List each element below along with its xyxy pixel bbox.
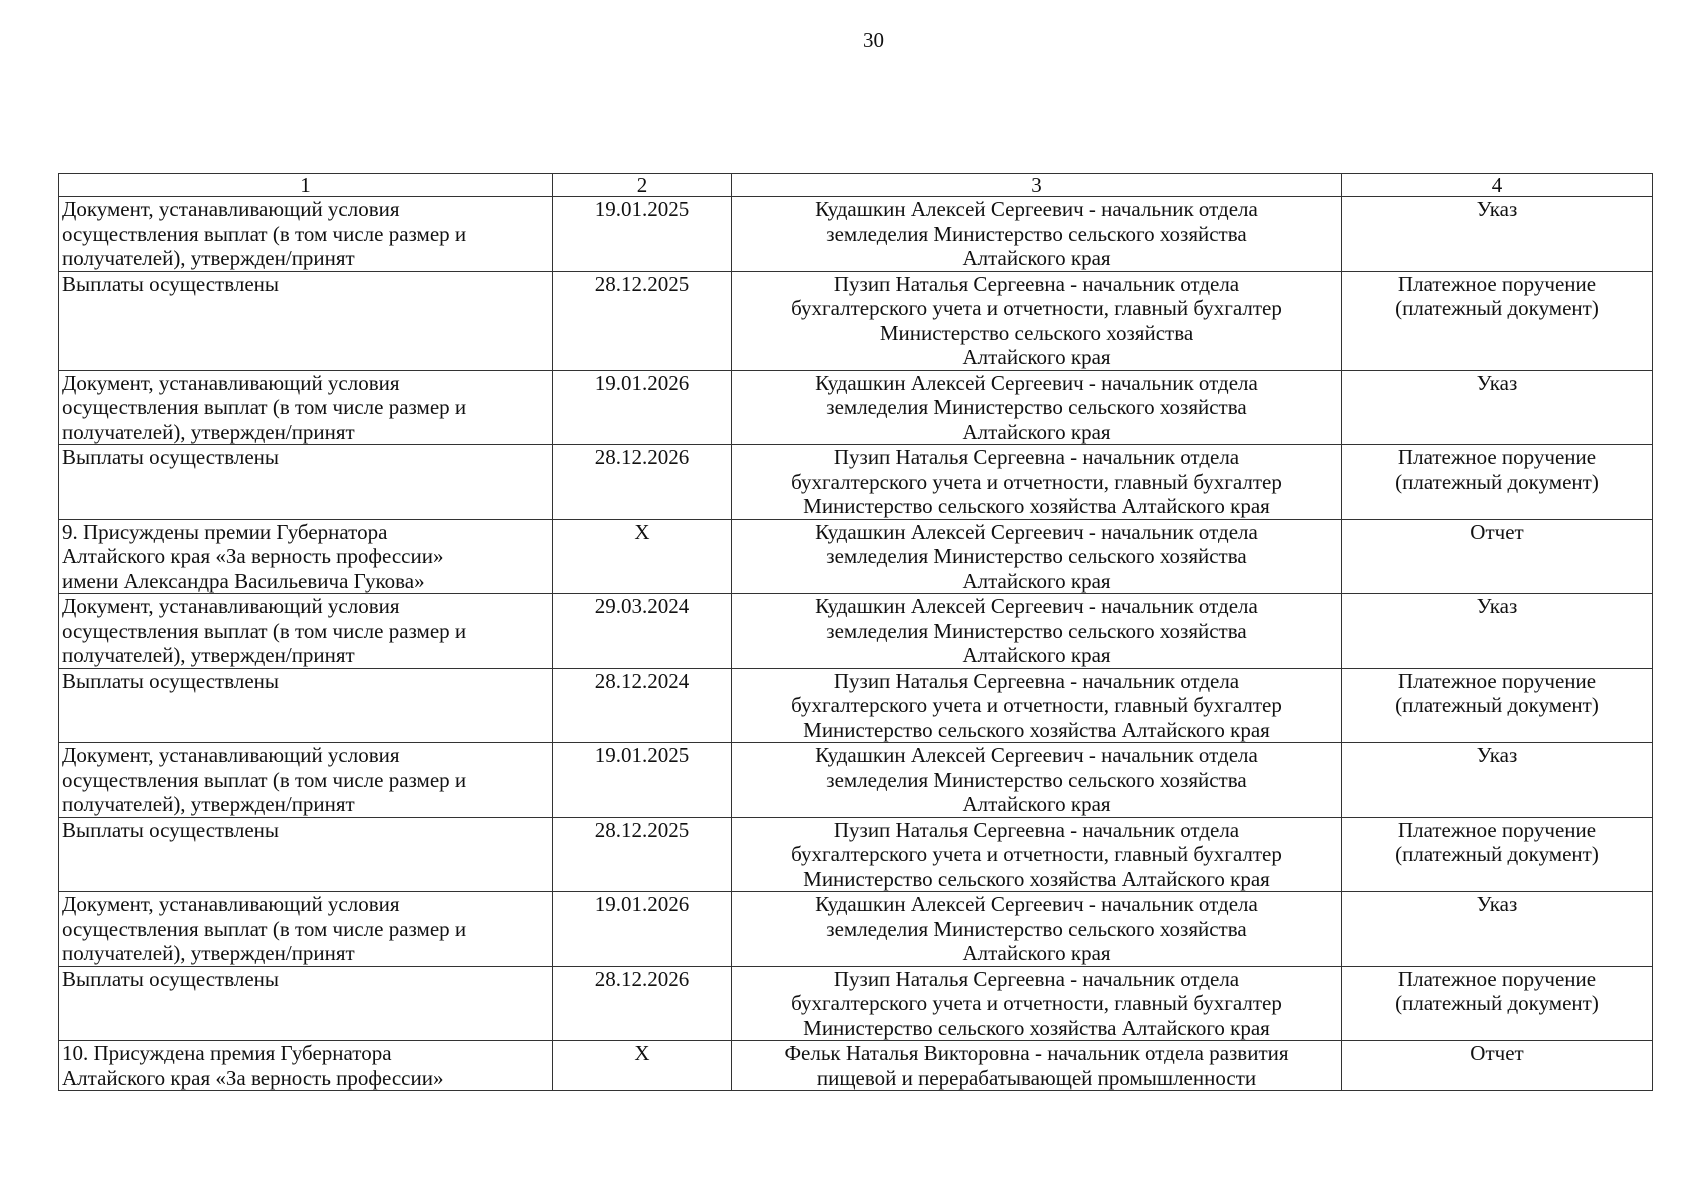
table-row — [59, 370, 1653, 445]
table-row — [59, 743, 1653, 818]
cell-document: Платежное поручение (платежный документ) — [1342, 817, 1653, 892]
cell-event: 9. Присуждены премии Губернатора Алтайского края «За верность профессии» имени Александра Васильевича Гукова» — [59, 519, 553, 594]
cell-responsible: Пузип Наталья Сергеевна - начальник отдела бухгалтерского учета и отчетности, главный бухгалтер Министерство сельского хозяйства Алтайского края — [732, 966, 1342, 1041]
column-header-2: 2 — [553, 174, 732, 197]
table-row — [59, 519, 1653, 594]
cell-document: Указ — [1342, 370, 1653, 445]
cell-responsible: Кудашкин Алексей Сергеевич - начальник отдела земледелия Министерство сельского хозяйства Алтайского края — [732, 892, 1342, 967]
cell-document: Отчет — [1342, 1041, 1653, 1091]
cell-document: Указ — [1342, 594, 1653, 669]
cell-date: 29.03.2024 — [553, 594, 732, 669]
table-row — [59, 892, 1653, 967]
cell-event: Документ, устанавливающий условия осуществления выплат (в том числе размер и получателей), утвержден/принят — [59, 743, 553, 818]
column-header-3: 3 — [732, 174, 1342, 197]
cell-date: 28.12.2024 — [553, 668, 732, 743]
table-row — [59, 966, 1653, 1041]
table-row — [59, 817, 1653, 892]
cell-document: Платежное поручение (платежный документ) — [1342, 668, 1653, 743]
table-row — [59, 1041, 1653, 1091]
cell-responsible: Кудашкин Алексей Сергеевич - начальник отдела земледелия Министерство сельского хозяйства Алтайского края — [732, 519, 1342, 594]
table-header-row — [59, 174, 1653, 197]
cell-document: Платежное поручение (платежный документ) — [1342, 445, 1653, 520]
cell-document: Указ — [1342, 892, 1653, 967]
cell-event: Выплаты осуществлены — [59, 271, 553, 370]
cell-event: Документ, устанавливающий условия осуществления выплат (в том числе размер и получателей), утвержден/принят — [59, 594, 553, 669]
cell-date: 19.01.2026 — [553, 892, 732, 967]
cell-document: Платежное поручение (платежный документ) — [1342, 966, 1653, 1041]
cell-responsible: Пузип Наталья Сергеевна - начальник отдела бухгалтерского учета и отчетности, главный бухгалтер Министерство сельского хозяйства Алтайского края — [732, 445, 1342, 520]
column-header-4: 4 — [1342, 174, 1653, 197]
cell-date: 19.01.2025 — [553, 743, 732, 818]
cell-event: Выплаты осуществлены — [59, 668, 553, 743]
cell-date: 28.12.2025 — [553, 817, 732, 892]
cell-responsible: Пузип Наталья Сергеевна - начальник отдела бухгалтерского учета и отчетности, главный бухгалтер Министерство сельского хозяйства Алтайского края — [732, 271, 1342, 370]
cell-date: 28.12.2026 — [553, 445, 732, 520]
cell-document: Указ — [1342, 197, 1653, 272]
cell-event: Документ, устанавливающий условия осуществления выплат (в том числе размер и получателей), утвержден/принят — [59, 892, 553, 967]
cell-event: Выплаты осуществлены — [59, 817, 553, 892]
cell-document: Платежное поручение (платежный документ) — [1342, 271, 1653, 370]
table-body — [59, 197, 1653, 1091]
cell-responsible: Кудашкин Алексей Сергеевич - начальник отдела земледелия Министерство сельского хозяйства Алтайского края — [732, 197, 1342, 272]
measures-table — [58, 173, 1653, 1091]
cell-date: X — [553, 519, 732, 594]
cell-date: 19.01.2025 — [553, 197, 732, 272]
cell-event: Выплаты осуществлены — [59, 445, 553, 520]
column-header-1: 1 — [59, 174, 553, 197]
cell-responsible: Кудашкин Алексей Сергеевич - начальник отдела земледелия Министерство сельского хозяйства Алтайского края — [732, 370, 1342, 445]
cell-responsible: Кудашкин Алексей Сергеевич - начальник отдела земледелия Министерство сельского хозяйства Алтайского края — [732, 743, 1342, 818]
cell-date: 19.01.2026 — [553, 370, 732, 445]
cell-event: Документ, устанавливающий условия осуществления выплат (в том числе размер и получателей), утвержден/принят — [59, 197, 553, 272]
cell-event: Документ, устанавливающий условия осуществления выплат (в том числе размер и получателей), утвержден/принят — [59, 370, 553, 445]
cell-date: 28.12.2026 — [553, 966, 732, 1041]
page-number: 30 — [863, 28, 884, 52]
table-row — [59, 594, 1653, 669]
cell-document: Отчет — [1342, 519, 1653, 594]
table-row — [59, 271, 1653, 370]
cell-responsible: Кудашкин Алексей Сергеевич - начальник отдела земледелия Министерство сельского хозяйства Алтайского края — [732, 594, 1342, 669]
cell-date: X — [553, 1041, 732, 1091]
cell-date: 28.12.2025 — [553, 271, 732, 370]
cell-responsible: Фельк Наталья Викторовна - начальник отдела развития пищевой и перерабатывающей промышленности — [732, 1041, 1342, 1091]
table-row — [59, 445, 1653, 520]
cell-event: Выплаты осуществлены — [59, 966, 553, 1041]
cell-event: 10. Присуждена премия Губернатора Алтайского края «За верность профессии» — [59, 1041, 553, 1091]
table-row — [59, 197, 1653, 272]
cell-responsible: Пузип Наталья Сергеевна - начальник отдела бухгалтерского учета и отчетности, главный бухгалтер Министерство сельского хозяйства Алтайского края — [732, 668, 1342, 743]
table-row — [59, 668, 1653, 743]
cell-document: Указ — [1342, 743, 1653, 818]
cell-responsible: Пузип Наталья Сергеевна - начальник отдела бухгалтерского учета и отчетности, главный бухгалтер Министерство сельского хозяйства Алтайского края — [732, 817, 1342, 892]
